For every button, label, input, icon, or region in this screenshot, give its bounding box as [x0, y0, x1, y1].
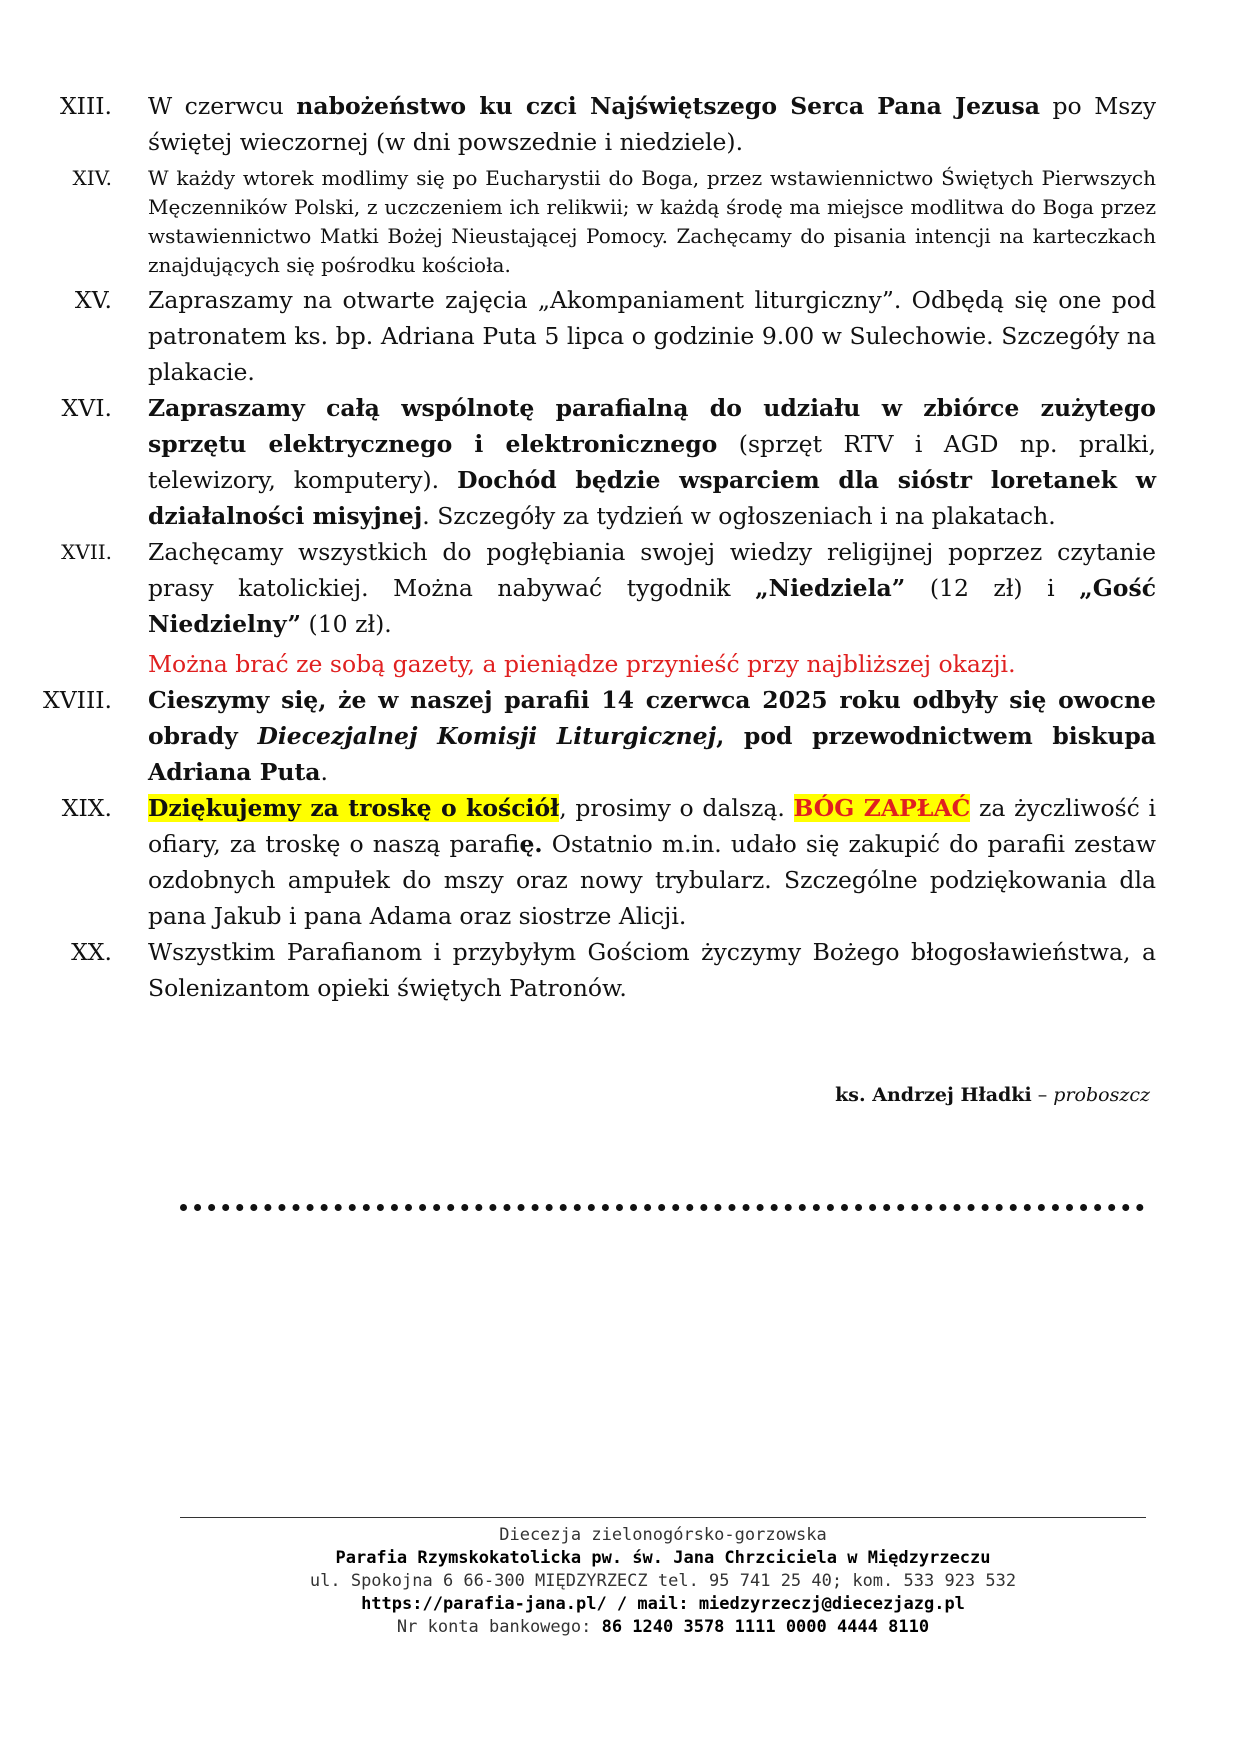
- text-run: Zachęcamy wszystkich do pogłębiania swojej wiedzy religijnej poprzez czytanie prasy katolickiej. Można nabywać tygodnik: [148, 538, 1156, 602]
- item-number: XVI.: [61, 394, 112, 422]
- announcement-item: [0, 790, 1156, 934]
- item-number: XIV.: [72, 166, 112, 190]
- footer-parish-name: Parafia Rzymskokatolicka pw. św. Jana Chrzciciela w Międzyrzeczu: [335, 1548, 991, 1568]
- text-run: (sprzęt RTV i AGD np. pralki, telewizory, komputery).: [148, 430, 1157, 494]
- announcement-item: [0, 534, 1156, 682]
- announcement-item: [0, 282, 1156, 390]
- item-text: [148, 934, 1156, 1006]
- item-number: XIX.: [61, 794, 112, 822]
- text-run: W każdy wtorek modlimy się po Eucharystii do Boga, przez wstawiennictwo Świętych Pierwszych Męczenników Polski, z uczczeniem ich relikwii; w każdą środę ma miejsce modlitwa do Boga przez wstawiennictwo Matki Bożej Nieustającej Pomocy. Zachęcamy do pisania intencji na karteczkach znajdujących się pośrodku kościoła.: [148, 166, 1156, 277]
- footer-bank-label: Nr konta bankowego:: [396, 1617, 602, 1637]
- text-run: nabożeństwo ku czci Najświętszego Serca Pana Jezusa: [296, 92, 1041, 120]
- signature-name: ks. Andrzej Hładki: [835, 1084, 1032, 1106]
- item-text: [148, 88, 1156, 160]
- footer-diocese: Diecezja zielonogórsko-gorzowska: [499, 1525, 827, 1545]
- item-note: Można brać ze sobą gazety, a pieniądze przynieść przy najbliższej okazji.: [148, 650, 1016, 678]
- text-run: Zapraszamy całą wspólnotę parafialną do udziału w zbiórce zużytego sprzętu elektrycznego i elektronicznego: [148, 394, 1156, 458]
- signature-separator: –: [1031, 1084, 1054, 1106]
- highlighted-thanks: Dziękujemy za troskę o kościół: [148, 794, 560, 822]
- text-run: Wszystkim Parafianom i przybyłym Gościom życzymy Bożego błogosławieństwa, a Solenizantom opieki świętych Patronów.: [148, 938, 1156, 1002]
- item-text: [148, 282, 1156, 390]
- item-number: XVIII.: [42, 686, 112, 714]
- text-run: [257, 722, 716, 750]
- text-run: „Gość Niedzielny”: [148, 574, 1157, 638]
- item-text: [148, 390, 1156, 534]
- item-text: [148, 164, 1156, 280]
- item-text: [148, 534, 1156, 682]
- footer-web-mail: https://parafia-jana.pl/ / mail: miedzyrzeczj@diecezjazg.pl: [361, 1594, 965, 1614]
- announcement-item: [0, 682, 1156, 790]
- dotted-separator: [180, 1204, 1144, 1211]
- highlighted-bog-zaplac: BÓG ZAPŁAĆ: [793, 794, 971, 822]
- text-run: , pod przewodnictwem biskupa Adriana Puta: [148, 722, 1156, 786]
- text-run: Cieszymy się, że w naszej parafii 14 czerwca 2025 roku odbyły się owocne obrady: [148, 686, 1156, 750]
- item-number: XX.: [71, 938, 112, 966]
- text-run: za życzliwość i ofiary, za troskę o naszą parafi: [148, 794, 1156, 858]
- item-text: [148, 790, 1156, 934]
- footer-bank-account: 86 1240 3578 1111 0000 4444 8110: [601, 1617, 930, 1637]
- text-run: Dochód będzie wsparciem dla sióstr loretanek w działalności misyjnej: [148, 466, 1156, 530]
- announcement-item: [0, 390, 1156, 534]
- announcements-list: [0, 88, 1241, 1006]
- text-run: Zapraszamy na otwarte zajęcia „Akompaniament liturgiczny”. Odbędą się one pod patronatem ks. bp. Adriana Puta 5 lipca o godzinie 9.00 w Sulechowie. Szczegóły na plakacie.: [148, 286, 1156, 386]
- signature-role: proboszcz: [1053, 1084, 1150, 1106]
- footer-bank: [180, 1616, 1146, 1639]
- text-run: W czerwcu: [148, 92, 297, 120]
- item-text: [148, 682, 1156, 790]
- announcement-item: [0, 164, 1156, 280]
- text-run: Diecezjalnej Komisji Liturgicznej: [257, 722, 717, 750]
- announcement-item: [0, 934, 1156, 1006]
- signature: [835, 1084, 1150, 1106]
- footer-address: ul. Spokojna 6 66-300 MIĘDZYRZECZ tel. 95 741 25 40; kom. 533 923 532: [309, 1571, 1017, 1591]
- text-run: „Niedziela”: [755, 574, 906, 602]
- text-run: po Mszy świętej wieczornej (w dni powszednie i niedziele).: [148, 92, 1156, 156]
- item-number: XVII.: [61, 540, 112, 564]
- text-run: ę.: [519, 830, 543, 858]
- text-run: . Szczegóły za tydzień w ogłoszeniach i na plakatach.: [422, 502, 1056, 530]
- item-number: XV.: [74, 286, 112, 314]
- parish-footer: [180, 1517, 1146, 1639]
- text-run: Ostatnio m.in. udało się zakupić do parafii zestaw ozdobnych ampułek do mszy oraz nowy trybularz. Szczególne podziękowania dla pana Jakub i pana Adama oraz siostrze Alicji.: [148, 830, 1156, 930]
- text-run: (10 zł).: [301, 610, 392, 638]
- text-run: (12 zł) i: [905, 574, 1080, 602]
- item-number: XIII.: [59, 92, 112, 120]
- announcement-item: [0, 88, 1156, 160]
- text-run: , prosimy o dalszą.: [559, 794, 794, 822]
- text-run: .: [320, 758, 329, 786]
